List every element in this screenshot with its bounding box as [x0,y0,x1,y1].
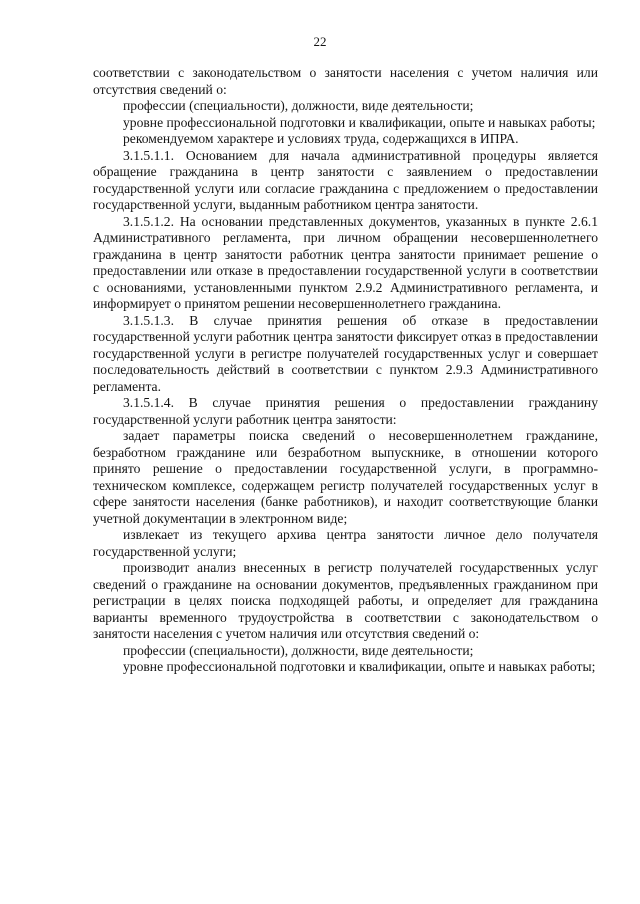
paragraph: 3.1.5.1.2. На основании представленных документов, указанных в пункте 2.6.1 Административного регламента, при личном обращении несовершеннолетнего гражданина в центр занятости работник центра занятости принимает решение о предоставлении или отказе в предоставлении государственной услуги в соответствии с основаниями, установленными пунктом 2.9.2 Административного регламента, и информирует о принятом решении несовершеннолетнего гражданина. [93,213,598,311]
paragraph: извлекает из текущего архива центра занятости личное дело получателя государственной услуги; [93,527,598,559]
paragraph: уровне профессиональной подготовки и квалификации, опыте и навыках работы; [123,659,596,674]
paragraph: соответствии с законодательством о занятости населения с учетом наличия или отсутствия сведений о: [93,65,598,97]
paragraph: производит анализ внесенных в регистр получателей государственных услуг сведений о гражданине на основании документов, предъявленных гражданином при регистрации в целях поиска подходящей работы, и определяет для гражданина варианты временного трудоустройства в соответствии с законодательством о занятости населения с учетом наличия или отсутствия сведений о: [93,560,598,641]
paragraph: профессии (специальности), должности, виде деятельности; [123,642,474,658]
paragraph: профессии (специальности), должности, виде деятельности; [123,98,474,113]
paragraph: задает параметры поиска сведений о несовершеннолетнем гражданине, безработном гражданине или безработном выпускнике, в отношении которого принято решение о предоставлении государственной услуги, в программно-техническом комплексе, содержащем регистр получателей государственных услуг в сфере занятости населения (банке работников), и находит соответствующие бланки учетной документации в электронном виде; [93,428,598,526]
paragraph: уровне профессиональной подготовки и квалификации, опыте и навыках работы; [123,114,596,130]
page-number: 22 [313,34,327,49]
paragraph: 3.1.5.1.4. В случае принятия решения о предоставлении гражданину государственной услуги работник центра занятости: [93,395,598,427]
paragraph: 3.1.5.1.3. В случае принятия решения об отказе в предоставлении государственной услуги работник центра занятости фиксирует отказ в предоставлении государственной услуги в регистре получателей государственных услуг и совершает последовательность действий в соответствии с пунктом 2.9.3 Административного регламента. [93,312,598,394]
paragraph: рекомендуемом характере и условиях труда, содержащихся в ИПРА. [123,131,519,146]
paragraph: 3.1.5.1.1. Основанием для начала административной процедуры является обращение гражданина в центр занятости с заявлением о предоставлении государственной услуги или согласие гражданина с предложением о предоставлении государственной услуги, выданным работником центра занятости. [93,147,598,212]
document-body [93,65,598,676]
